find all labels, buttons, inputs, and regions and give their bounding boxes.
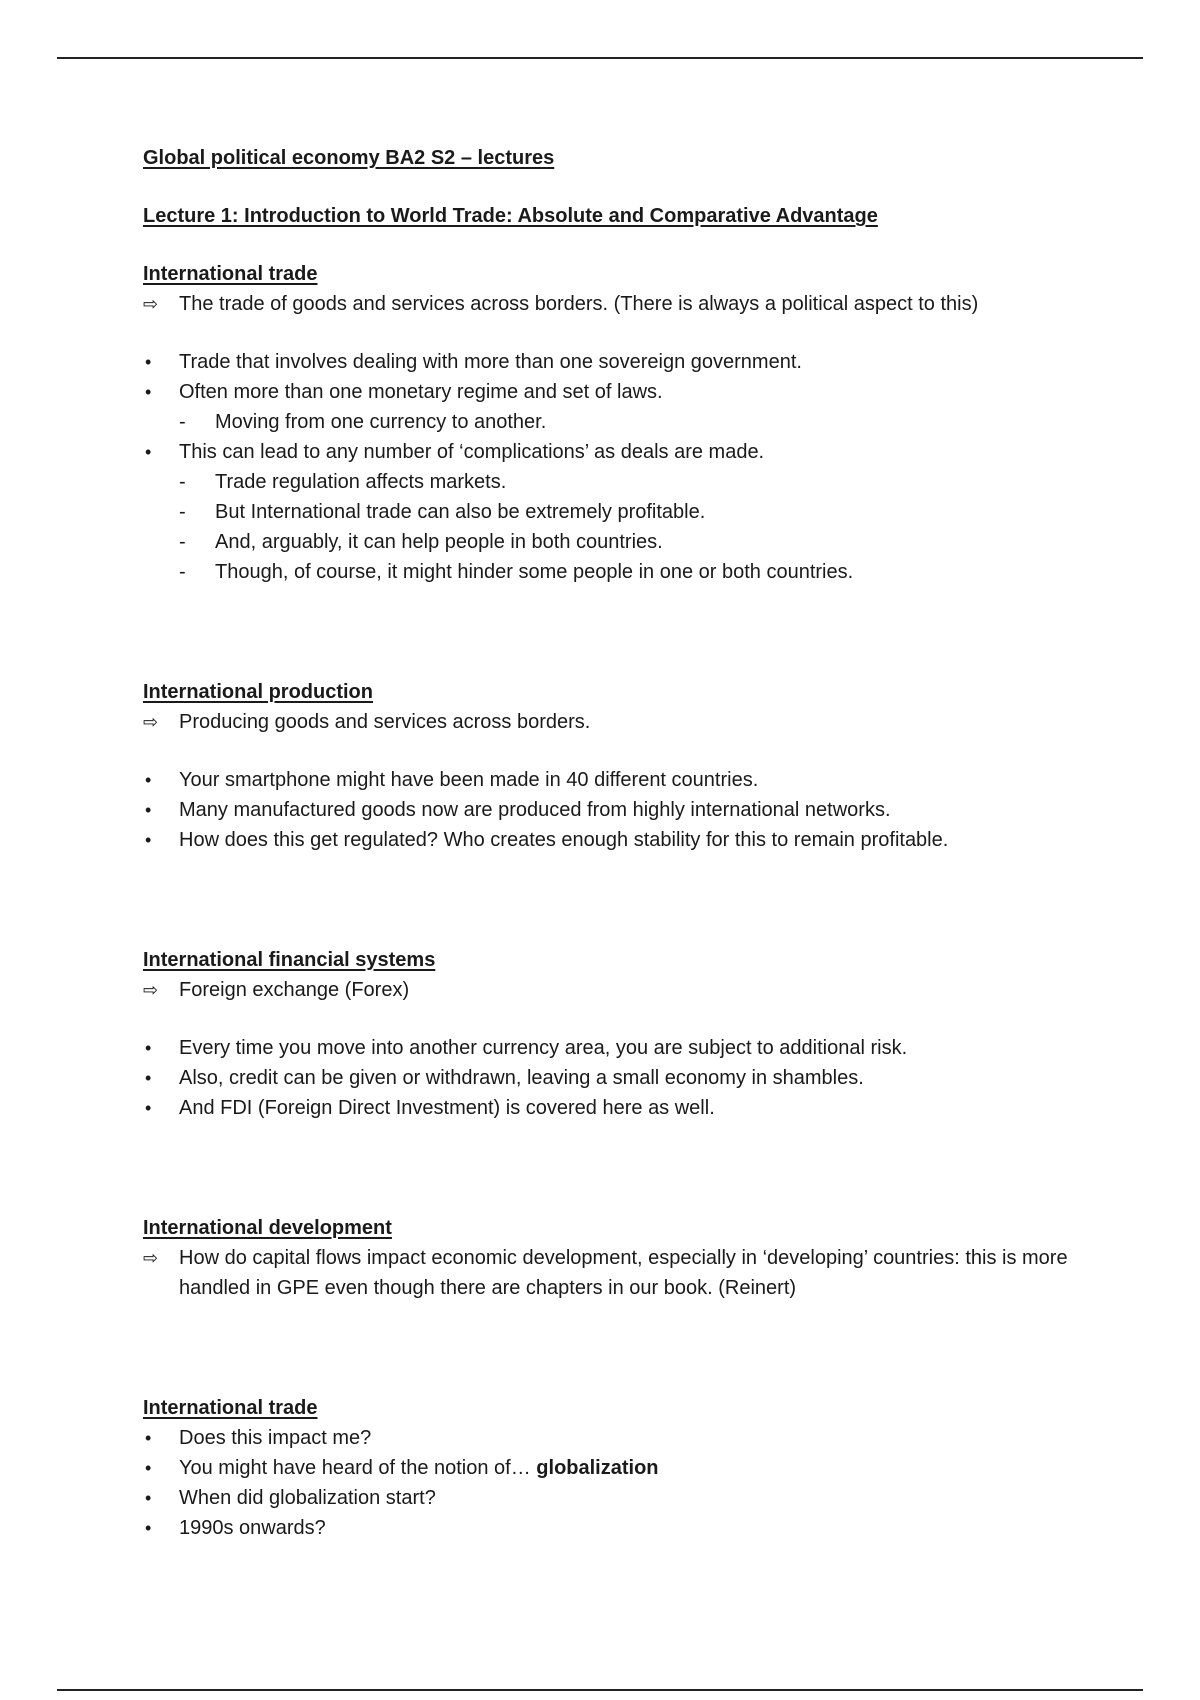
list-item-text: You might have heard of the notion of… bbox=[179, 1457, 531, 1479]
list-item-text: Also, credit can be given or withdrawn, leaving a small economy in shambles. bbox=[179, 1067, 864, 1089]
list-item-text: And FDI (Foreign Direct Investment) is covered here as well. bbox=[179, 1097, 715, 1119]
list-item bbox=[143, 765, 1103, 795]
bullet-list bbox=[143, 1423, 1103, 1543]
sub-list-item-text: And, arguably, it can help people in both countries. bbox=[215, 531, 663, 553]
definition-line bbox=[143, 707, 1103, 737]
bullet-dot-icon: • bbox=[145, 1068, 152, 1088]
section-heading-international-trade-2: International trade bbox=[143, 1397, 318, 1419]
bullet-dot-icon: • bbox=[145, 1098, 152, 1118]
list-item bbox=[143, 1423, 1103, 1453]
definition-text: Producing goods and services across borders. bbox=[179, 711, 591, 733]
list-item-text: When did globalization start? bbox=[179, 1487, 436, 1509]
list-item bbox=[143, 347, 1103, 377]
sub-list bbox=[179, 407, 1103, 437]
section-heading-international-trade: International trade bbox=[143, 263, 318, 285]
definition-line bbox=[143, 1243, 1103, 1303]
bullet-dot-icon: • bbox=[145, 800, 152, 820]
dash-marker: - bbox=[179, 561, 186, 583]
list-item bbox=[143, 377, 1103, 437]
dash-marker: - bbox=[179, 501, 186, 523]
dash-marker: - bbox=[179, 411, 186, 433]
definition-text: The trade of goods and services across borders. (There is always a political aspect to this) bbox=[179, 293, 979, 315]
definition-text: Foreign exchange (Forex) bbox=[179, 979, 410, 1001]
list-item bbox=[143, 437, 1103, 587]
bullet-dot-icon: • bbox=[145, 1458, 152, 1478]
sub-list-item bbox=[179, 467, 1103, 497]
bullet-dot-icon: • bbox=[145, 1518, 152, 1538]
dash-marker: - bbox=[179, 531, 186, 553]
definition-line bbox=[143, 289, 1103, 319]
list-item-text: Often more than one monetary regime and set of laws. bbox=[179, 381, 663, 403]
sub-list-item-text: Trade regulation affects markets. bbox=[215, 471, 507, 493]
list-item-text: 1990s onwards? bbox=[179, 1517, 326, 1539]
header-rule bbox=[57, 57, 1143, 59]
sub-list-item bbox=[179, 527, 1103, 557]
list-item bbox=[143, 795, 1103, 825]
list-item bbox=[143, 1513, 1103, 1543]
sub-list-item bbox=[179, 497, 1103, 527]
list-item-text: Trade that involves dealing with more than one sovereign government. bbox=[179, 351, 802, 373]
sub-list bbox=[179, 467, 1103, 587]
bullet-list bbox=[143, 765, 1103, 855]
bullet-list bbox=[143, 347, 1103, 587]
list-item-text: Every time you move into another currency area, you are subject to additional risk. bbox=[179, 1037, 908, 1059]
arrow-right-outline-icon: ⇨ bbox=[143, 980, 159, 1000]
list-item-text: Many manufactured goods now are produced from highly international networks. bbox=[179, 799, 891, 821]
sub-list-item-text: Though, of course, it might hinder some people in one or both countries. bbox=[215, 561, 854, 583]
bullet-dot-icon: • bbox=[145, 442, 152, 462]
definition-line bbox=[143, 975, 1103, 1005]
definition-text: How do capital flows impact economic development, especially in ‘developing’ countries: this is more handled in GPE even though there are chapters in our book. (Reinert) bbox=[179, 1247, 1068, 1299]
sub-list-item-text: But International trade can also be extremely profitable. bbox=[215, 501, 706, 523]
sub-list-item bbox=[179, 557, 1103, 587]
list-item bbox=[143, 1093, 1103, 1123]
document-title: Global political economy BA2 S2 – lectures bbox=[143, 147, 555, 169]
list-item bbox=[143, 1033, 1103, 1063]
bullet-dot-icon: • bbox=[145, 1038, 152, 1058]
list-item-text: This can lead to any number of ‘complications’ as deals are made. bbox=[179, 441, 765, 463]
list-item bbox=[143, 1063, 1103, 1093]
bullet-dot-icon: • bbox=[145, 352, 152, 372]
list-item bbox=[143, 1483, 1103, 1513]
sub-list-item bbox=[179, 407, 1103, 437]
dash-marker: - bbox=[179, 471, 186, 493]
list-item-text: How does this get regulated? Who creates enough stability for this to remain profitable. bbox=[179, 829, 949, 851]
footer-rule bbox=[57, 1689, 1143, 1691]
list-item bbox=[143, 825, 1103, 855]
arrow-right-outline-icon: ⇨ bbox=[143, 294, 159, 314]
bullet-dot-icon: • bbox=[145, 382, 152, 402]
list-item-bold-text: globalization bbox=[536, 1457, 659, 1479]
arrow-right-outline-icon: ⇨ bbox=[143, 1248, 159, 1268]
section-heading-international-financial-systems: International financial systems bbox=[143, 949, 436, 971]
list-item bbox=[143, 1453, 1103, 1483]
bullet-dot-icon: • bbox=[145, 830, 152, 850]
lecture-title: Lecture 1: Introduction to World Trade: Absolute and Comparative Advantage bbox=[143, 205, 878, 227]
arrow-right-outline-icon: ⇨ bbox=[143, 712, 159, 732]
list-item-text: Does this impact me? bbox=[179, 1427, 372, 1449]
bullet-dot-icon: • bbox=[145, 1428, 152, 1448]
bullet-dot-icon: • bbox=[145, 770, 152, 790]
document-body bbox=[143, 143, 1103, 1543]
bullet-list bbox=[143, 1033, 1103, 1123]
list-item-text: Your smartphone might have been made in 40 different countries. bbox=[179, 769, 759, 791]
section-heading-international-production: International production bbox=[143, 681, 373, 703]
bullet-dot-icon: • bbox=[145, 1488, 152, 1508]
sub-list-item-text: Moving from one currency to another. bbox=[215, 411, 547, 433]
section-heading-international-development: International development bbox=[143, 1217, 392, 1239]
